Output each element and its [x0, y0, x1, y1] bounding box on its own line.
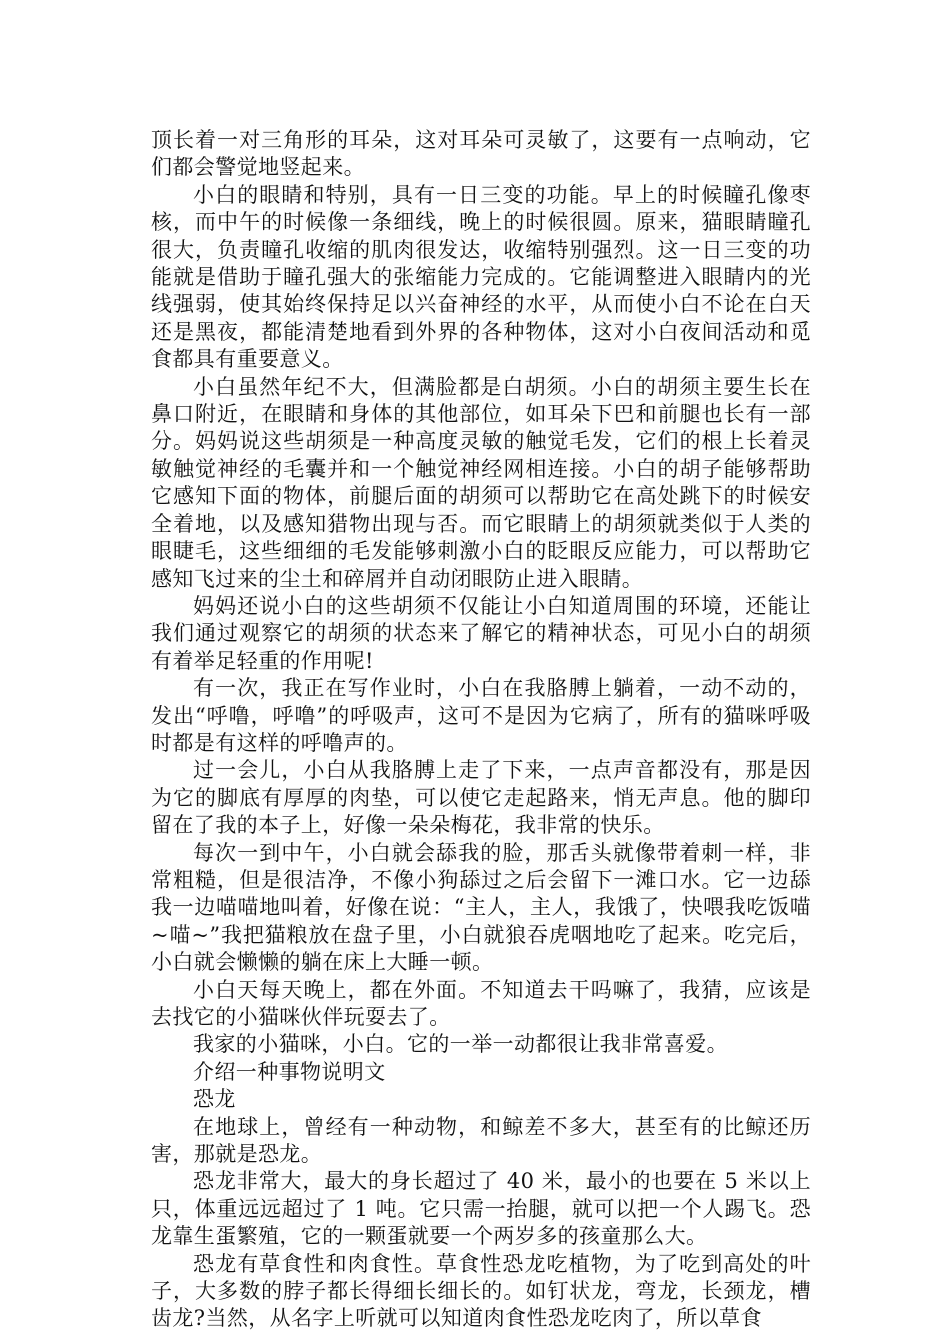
paragraph-night: 小白天每天晚上，都在外面。不知道去干吗嘛了，我猜，应该是去找它的小猫咪伙伴玩耍去了。	[151, 977, 811, 1029]
essay-title: 恐龙	[193, 1087, 236, 1112]
section-heading: 介绍一种事物说明文	[193, 1059, 386, 1084]
paragraph-ears: 顶长着一对三角形的耳朵，这对耳朵可灵敏了，这要有一点响动，它们都会警觉地竖起来。	[151, 128, 811, 180]
paragraph-paws: 过一会儿，小白从我胳膊上走了下来，一点声音都没有，那是因为它的脚底有厚厚的肉垫，可以使它走起路来，悄无声息。他的脚印留在了我的本子上，好像一朵朵梅花，我非常的快乐。	[151, 758, 811, 838]
paragraph-dino-size: 恐龙非常大，最大的身长超过了 40 米，最小的也要在 5 米以上只，体重远远超过了 1 吨。它只需一抬腿，就可以把一个人踢飞。恐龙靠生蛋繁殖，它的一颗蛋就要一个两岁多的孩童那么大。	[151, 1169, 811, 1249]
paragraph-conclusion: 我家的小猫咪，小白。它的一举一动都很让我非常喜爱。	[193, 1032, 728, 1057]
paragraph-whiskers: 小白虽然年纪不大，但满脸都是白胡须。小白的胡须主要生长在鼻口附近，在眼睛和身体的其他部位，如耳朵下巴和前腿也长有一部分。妈妈说这些胡须是一种高度灵敏的触觉毛发，它们的根上长着灵敏触觉神经的毛囊并和一个触觉神经网相连接。小白的胡子能够帮助它感知下面的物体，前腿后面的胡须可以帮助它在高处跳下的时候安全着地，以及感知猎物出现与否。而它眼睛上的胡须就类似于人类的眼睫毛，这些细细的毛发能够刺激小白的眨眼反应能力，可以帮助它感知飞过来的尘土和碎屑并自动闭眼防止进入眼睛。	[151, 374, 811, 591]
paragraph-licking: 每次一到中午，小白就会舔我的脸，那舌头就像带着刺一样，非常粗糙，但是很洁净，不像小狗舔过之后会留下一滩口水。它一边舔我一边喵喵地叫着，好像在说：“主人，主人，我饿了，快喂我吃饭喵~喵~”我把猫粮放在盘子里，小白就狼吞虎咽地吃了起来。吃完后，小白就会懒懒的躺在床上大睡一顿。	[151, 840, 811, 975]
paragraph-whiskers-mood: 妈妈还说小白的这些胡须不仅能让小白知道周围的环境，还能让我们通过观察它的胡须的状态来了解它的精神状态，可见小白的胡须有着举足轻重的作用呢!	[151, 593, 811, 673]
document-body	[151, 127, 811, 1333]
paragraph-purring: 有一次，我正在写作业时，小白在我胳膊上躺着，一动不动的，发出“呼噜，呼噜”的呼吸声，这可不是因为它病了，所有的猫咪呼吸时都是有这样的呼噜声的。	[151, 676, 811, 755]
paragraph-eyes: 小白的眼睛和特别，具有一日三变的功能。早上的时候瞳孔像枣核，而中午的时候像一条细线，晚上的时候很圆。原来，猫眼睛瞳孔很大，负责瞳孔收缩的肌肉很发达，收缩特别强烈。这一日三变的功能就是借助于瞳孔强大的张缩能力完成的。它能调整进入眼睛内的光线强弱，使其始终保持足以兴奋神经的水平，从而使小白不论在白天还是黑夜，都能清楚地看到外界的各种物体，这对小白夜间活动和觅食都具有重要意义。	[151, 182, 811, 372]
paragraph-dino-intro: 在地球上，曾经有一种动物，和鲸差不多大，甚至有的比鲸还历害，那就是恐龙。	[151, 1114, 811, 1167]
paragraph-dino-diet: 恐龙有草食性和肉食性。草食性恐龙吃植物，为了吃到高处的叶子，大多数的脖子都长得细长细长的。如钉状龙，弯龙，长颈龙，槽齿龙?当然，从名字上听就可以知道肉食性恐龙吃肉了，所以草食	[151, 1251, 811, 1331]
